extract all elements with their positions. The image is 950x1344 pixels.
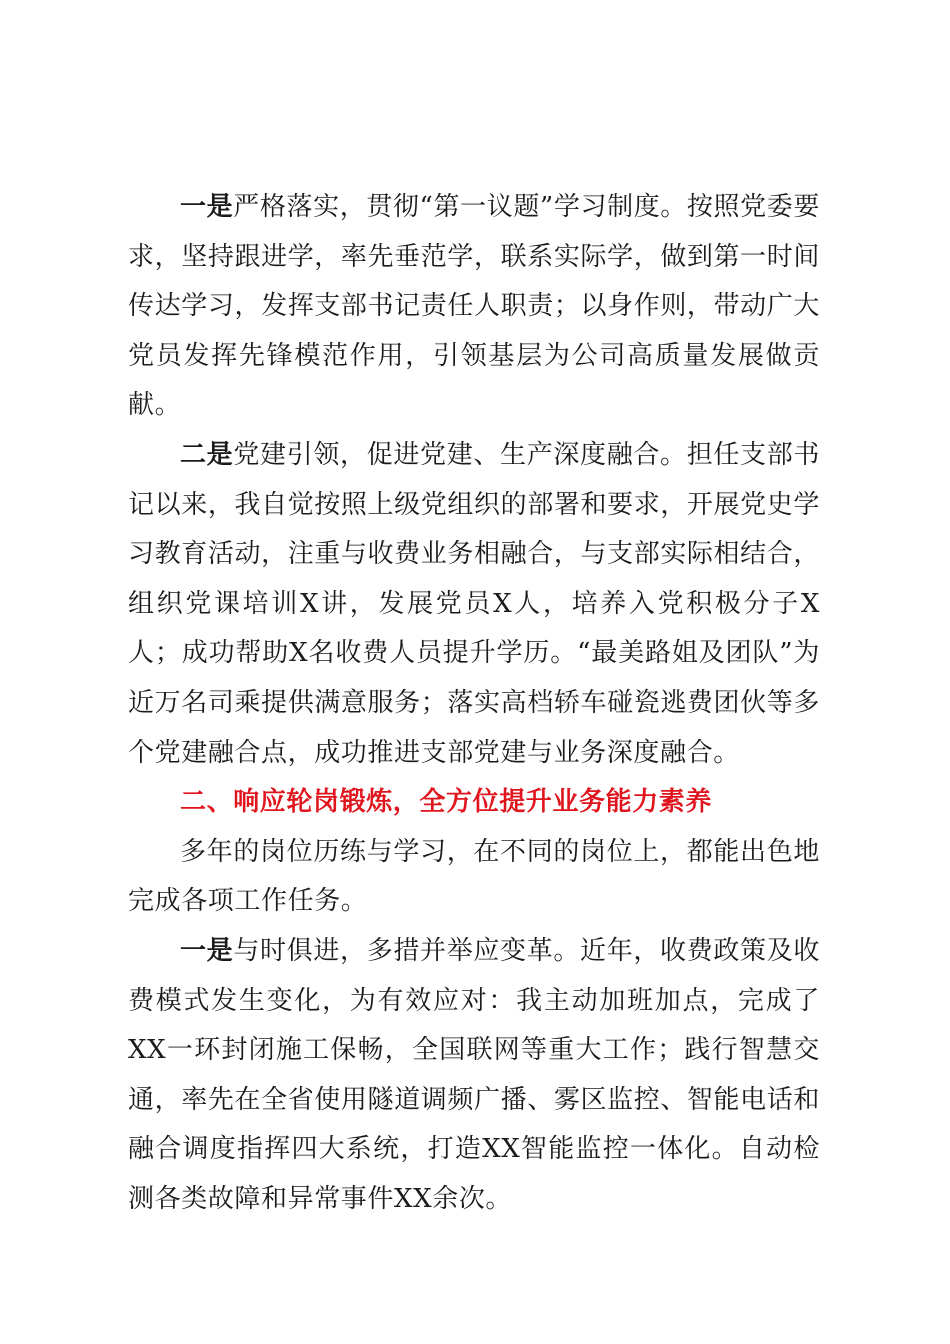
- paragraph-3-text: 与时俱进，多措并举应变革。近年，收费政策及收费模式发生变化，为有效应对：我主动加班加点，完成了XX一环封闭施工保畅，全国联网等重大工作；践行智慧交通，率先在全省使用隧道调频广播、雾区监控、智能电话和融合调度指挥四大系统，打造XX智能监控一体化。自动检测各类故障和异常事件XX余次。: [128, 935, 820, 1214]
- section-intro: 多年的岗位历练与学习，在不同的岗位上，都能出色地完成各项工作任务。: [128, 836, 820, 917]
- paragraph-1-text: 严格落实，贯彻“第一议题”学习制度。按照党委要求，坚持跟进学，率先垂范学，联系实际学，做到第一时间传达学习，发挥支部书记责任人职责；以身作则，带动广大党员发挥先锋模范作用，引领基层为公司高质量发展做贡献。: [128, 192, 820, 421]
- paragraph-3-lead: 一是: [180, 935, 234, 966]
- document-body: [128, 183, 820, 1224]
- paragraph-2-lead: 二是: [180, 439, 234, 470]
- section-heading: 二、响应轮岗锻炼，全方位提升业务能力素养: [180, 787, 713, 818]
- paragraph-1-lead: 一是: [180, 192, 234, 222]
- paragraph-2: [128, 431, 820, 778]
- paragraph-3: [128, 927, 820, 1225]
- paragraph-2-text: 党建引领，促进党建、生产深度融合。担任支部书记以来，我自觉按照上级党组织的部署和要求，开展党史学习教育活动，注重与收费业务相融合，与支部实际相结合，组织党课培训X讲，发展党员X人，培养入党积极分子X人；成功帮助X名收费人员提升学历。“最美路姐及团队”为近万名司乘提供满意服务；落实高档轿车碰瓷逃费团伙等多个党建融合点，成功推进支部党建与业务深度融合。: [128, 439, 820, 768]
- paragraph-1: [128, 183, 820, 431]
